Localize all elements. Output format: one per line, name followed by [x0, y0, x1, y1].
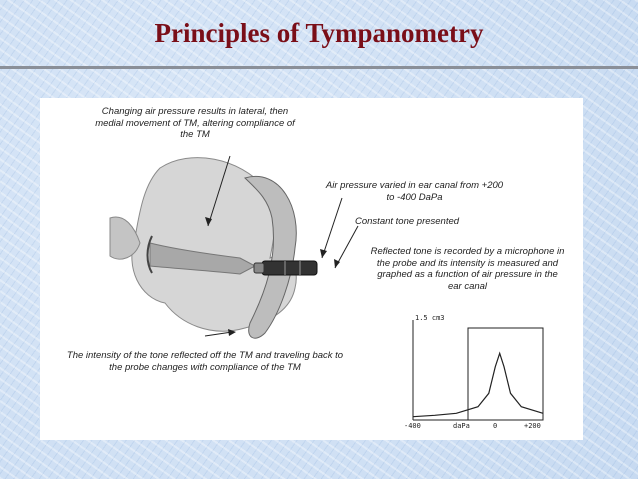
probe-tip: [254, 263, 264, 273]
caption-constant-tone: Constant tone presented: [355, 216, 460, 227]
graph-y-label: 1.5 cm3: [415, 314, 445, 322]
diagram-panel: [40, 98, 583, 440]
caption-intensity: The intensity of the tone reflected off the TM and traveling back to the probe changes with compliance of the TM: [66, 350, 344, 373]
slide-title: Principles of Tympanometry: [154, 18, 484, 48]
pressure-arrow: [322, 198, 342, 258]
caption-air-pressure: Air pressure varied in ear canal from +200 to -400 DaPa: [325, 180, 504, 203]
tick-label: 0: [493, 422, 498, 430]
intensity-arrow: [205, 332, 232, 336]
tick-label: daPa: [453, 422, 470, 430]
title-divider: [0, 66, 638, 69]
tympanogram-curve: [413, 353, 543, 416]
caption-tm-movement: Changing air pressure results in lateral, then medial movement of TM, altering compliance of the TM: [95, 106, 295, 140]
probe: [262, 261, 317, 275]
tympanogram: [413, 320, 543, 420]
tick-label: +200: [524, 422, 541, 430]
caption-reflected-tone: Reflected tone is recorded by a microphone in the probe and its intensity is measured and graphed as a function of air pressure in the ear canal: [370, 246, 565, 292]
tick-label: -400: [404, 422, 421, 430]
